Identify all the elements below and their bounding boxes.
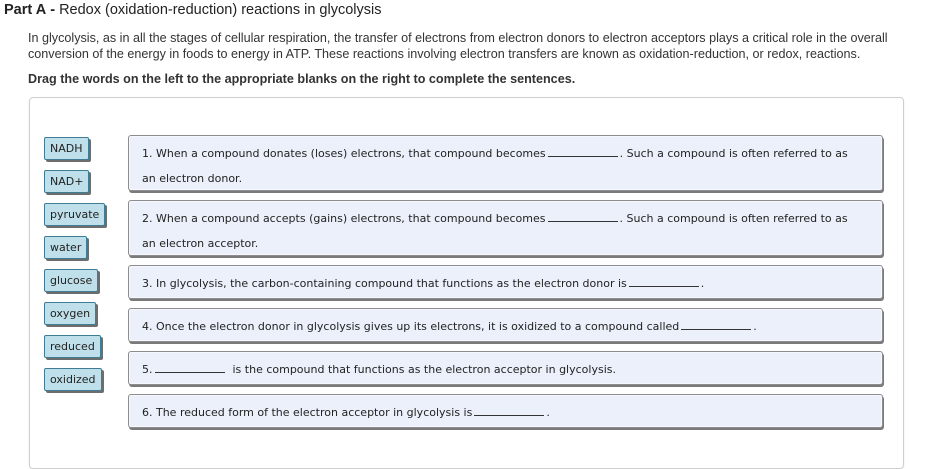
sentence-3 — [128, 265, 883, 299]
part-title — [4, 2, 381, 18]
word-tile-water[interactable]: water — [44, 236, 87, 259]
sentence-2-line-2: an electron acceptor. — [142, 237, 259, 250]
sentence-5-text-before: 5. — [142, 363, 153, 376]
title-separator: - — [50, 2, 56, 18]
sentence-2-text-after: . Such a compound is often referred to as — [619, 212, 848, 225]
word-tile-nadh[interactable]: NADH — [44, 137, 89, 160]
sentence-2-text-before: 2. When a compound accepts (gains) electrons, that compound becomes — [142, 212, 546, 225]
sentence-4-text-after: . — [753, 320, 757, 333]
sentence-5 — [128, 351, 883, 385]
sentence-6-blank[interactable] — [474, 405, 544, 416]
part-label: Part A — [4, 2, 47, 18]
sentence-5-blank[interactable] — [155, 362, 225, 373]
sentence-3-blank[interactable] — [629, 276, 699, 287]
sentence-3-text-before: 3. In glycolysis, the carbon-containing compound that functions as the electron donor is — [142, 277, 627, 290]
sentence-6-text-before: 6. The reduced form of the electron acceptor in glycolysis is — [142, 406, 473, 419]
word-tile-pyruvate[interactable]: pyruvate — [44, 203, 105, 226]
word-tile-nad-plus[interactable]: NAD+ — [44, 170, 89, 193]
sentence-2 — [128, 200, 883, 256]
word-tile-oxygen[interactable]: oxygen — [44, 302, 96, 325]
sentence-4-text-before: 4. Once the electron donor in glycolysis gives up its electrons, it is oxidized to a compound called — [142, 320, 680, 333]
sentence-1 — [128, 135, 883, 191]
word-tile-glucose[interactable]: glucose — [44, 269, 98, 292]
sentence-1-blank[interactable] — [548, 146, 618, 157]
sentence-5-text-after: is the compound that functions as the electron acceptor in glycolysis. — [232, 363, 616, 376]
sentence-6-text-after: . — [546, 406, 550, 419]
sentence-4-blank[interactable] — [681, 319, 751, 330]
word-tile-oxidized[interactable]: oxidized — [44, 368, 102, 391]
sentence-6 — [128, 394, 883, 428]
word-tile-reduced[interactable]: reduced — [44, 335, 101, 358]
instruction-text: Drag the words on the left to the appropriate blanks on the right to complete the sentences. — [28, 72, 576, 86]
sentence-1-text-before: 1. When a compound donates (loses) electrons, that compound becomes — [142, 147, 546, 160]
sentence-1-text-after: . Such a compound is often referred to as — [619, 147, 848, 160]
part-title-text: Redox (oxidation-reduction) reactions in glycolysis — [59, 2, 382, 18]
intro-paragraph: In glycolysis, as in all the stages of cellular respiration, the transfer of electrons from electron donors to electron acceptors plays a critical role in the overall conversion of the energy in foods to energy in ATP. These reactions involving electron transfers are known as oxidation-reduction, or redox, reactions. — [28, 31, 888, 61]
sentence-2-blank[interactable] — [548, 211, 618, 222]
sentence-3-text-after: . — [700, 277, 705, 290]
sentence-1-line-2: an electron donor. — [142, 172, 243, 185]
sentence-4 — [128, 308, 883, 342]
